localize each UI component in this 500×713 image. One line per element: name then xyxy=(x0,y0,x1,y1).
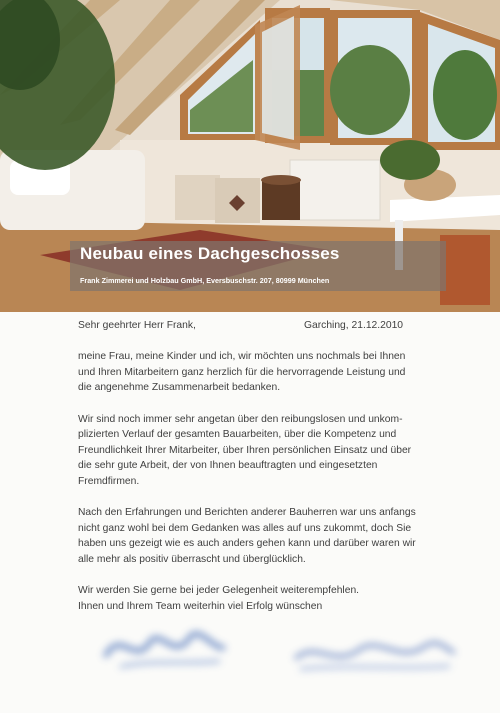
paragraph-1 xyxy=(78,349,428,396)
text-line: die angenehme Zusammenarbeit bedanken. xyxy=(78,382,281,393)
text-line: Ihnen und Ihrem Team weiterhin viel Erfolg wünschen xyxy=(78,600,323,612)
company-address: Frank Zimmerei und Holzbau GmbH, Eversbuschstr. 207, 80999 München xyxy=(80,276,330,285)
text-line: plizierten Verlauf der gesamten Bauarbeiten, über die Kompetenz und xyxy=(78,429,397,440)
signature-left xyxy=(100,617,230,677)
text-line: die sehr gute Arbeit, der von Ihnen beauftragten und eingesetzten xyxy=(78,460,378,471)
paragraph-4 xyxy=(78,583,428,614)
text-line: Freundlichkeit Ihrer Mitarbeiter, über Ihren persönlichen Einsatz und über xyxy=(78,444,412,456)
text-line: Wir werden Sie gerne bei jeder Gelegenheit weiterempfehlen. xyxy=(78,585,360,596)
letter-header-row xyxy=(78,318,428,334)
place-date: Garching, 21.12.2010 xyxy=(304,320,404,331)
title-banner xyxy=(70,241,446,291)
text-line: Nach den Erfahrungen und Berichten anderer Bauherren war uns anfangs xyxy=(78,507,416,518)
paragraph-3 xyxy=(78,505,428,567)
salutation: Sehr geehrter Herr Frank, xyxy=(78,320,196,331)
text-line: und Ihren Mitarbeitern ganz herzlich für die hervorragende Leistung und xyxy=(78,366,406,378)
text-line: nicht ganz wohl bei dem Gedanken was alles auf uns zukommt, doch Sie xyxy=(78,522,412,534)
text-line: Wir sind noch immer sehr angetan über den reibungslosen und unkom- xyxy=(78,413,403,425)
page-title: Neubau eines Dachgeschosses xyxy=(80,244,340,263)
paragraph-2 xyxy=(78,412,428,490)
text-line: haben uns gezeigt wie es auch anders gehen kann und darüber waren wir xyxy=(78,538,416,549)
blurred-signatures xyxy=(90,612,470,682)
letter-body xyxy=(78,318,428,614)
text-line: Fremdfirmen. xyxy=(78,475,140,487)
signature-right xyxy=(290,624,460,679)
text-line: alle mehr als positiv überrascht und überglücklich. xyxy=(78,553,306,565)
text-line: meine Frau, meine Kinder und ich, wir möchten uns nochmals bei Ihnen xyxy=(78,351,406,362)
